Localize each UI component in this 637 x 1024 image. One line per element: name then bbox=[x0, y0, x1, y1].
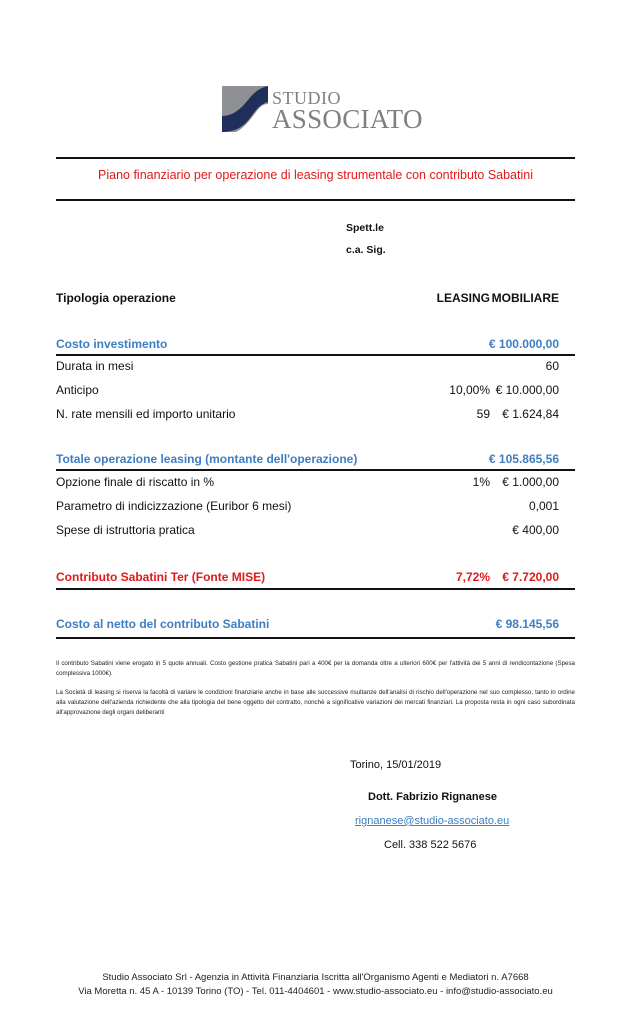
row-col2: € 400,00 bbox=[512, 523, 559, 537]
row-col2: € 98.145,56 bbox=[495, 617, 559, 631]
logo-mark-icon bbox=[222, 86, 268, 132]
row-col2: € 105.865,56 bbox=[488, 452, 559, 466]
row-label: Anticipo bbox=[56, 383, 99, 397]
section-rule bbox=[56, 637, 575, 639]
row-label: Totale operazione leasing (montante dell'operazione) bbox=[56, 452, 358, 466]
note-sabatini: Il contributo Sabatini viene erogato in 5 quote annuali. Costo gestione pratica Sabatini pari a 400€ per la domanda oltre a ulteriori 600€ per l'attività dei 5 anni di rendicontazione (Spesa complessiva 1000€). bbox=[56, 660, 575, 677]
section-rule bbox=[56, 469, 575, 471]
header-label: Tipologia operazione bbox=[56, 291, 176, 305]
company-logo bbox=[222, 86, 423, 136]
row-col2: € 100.000,00 bbox=[488, 337, 559, 351]
recipient-line-1: Spett.le bbox=[346, 222, 384, 234]
table-header bbox=[56, 291, 575, 311]
row-col2: € 7.720,00 bbox=[502, 570, 559, 584]
row-label: Costo investimento bbox=[56, 337, 168, 351]
table-row bbox=[56, 523, 575, 543]
row-label: Durata in mesi bbox=[56, 359, 134, 373]
row-col1: 7,72% bbox=[455, 570, 490, 584]
row-col1: 59 bbox=[476, 407, 490, 421]
row-label: N. rate mensili ed importo unitario bbox=[56, 407, 236, 421]
row-col1: 10,00% bbox=[449, 383, 490, 397]
table-row bbox=[56, 499, 575, 519]
footer-line-1: Studio Associato Srl - Agenzia in Attività Finanziaria Iscritta all'Organismo Agenti e Mediatori n. A7668 bbox=[102, 972, 529, 983]
header-col-mobiliare: MOBILIARE bbox=[491, 291, 559, 305]
phone-number: Cell. 338 522 5676 bbox=[384, 839, 477, 851]
row-col2: € 1.000,00 bbox=[502, 475, 559, 489]
header-col-leasing: LEASING bbox=[436, 291, 490, 305]
table-row bbox=[56, 617, 575, 637]
row-label: Opzione finale di riscatto in % bbox=[56, 475, 215, 489]
section-rule bbox=[56, 354, 575, 356]
table-row bbox=[56, 383, 575, 403]
title-top-rule bbox=[56, 157, 575, 159]
row-label: Parametro di indicizzazione (Euribor 6 mesi) bbox=[56, 499, 292, 513]
recipient-line-2: c.a. Sig. bbox=[346, 244, 386, 256]
row-label: Contributo Sabatini Ter (Fonte MISE) bbox=[56, 570, 266, 584]
table-row bbox=[56, 475, 575, 495]
signatory-name: Dott. Fabrizio Rignanese bbox=[368, 791, 497, 803]
row-col2: 60 bbox=[545, 359, 559, 373]
document-title: Piano finanziario per operazione di leasing strumentale con contributo Sabatini bbox=[98, 168, 533, 182]
row-label: Costo al netto del contributo Sabatini bbox=[56, 617, 270, 631]
table-row bbox=[56, 570, 575, 590]
row-col2: € 1.624,84 bbox=[502, 407, 559, 421]
row-label: Spese di istruttoria pratica bbox=[56, 523, 195, 537]
table-row bbox=[56, 359, 575, 379]
note-disclaimer: La Società di leasing si riserva la facoltà di variare le condizioni finanziarie anche in base alle successive risultanze dell'analisi di rischio dell'operazione nel suo complesso, tanto in ordine alla valutazione dell'azienda richiedente che alla tipologia del bene oggetto del contratto, nonchè a significative variazioni dei mercati finanziari. La proposta resta in ogni caso subordinata all'approvazione degli organi deliberanti bbox=[56, 689, 575, 716]
page-footer bbox=[56, 971, 575, 999]
title-bottom-rule bbox=[56, 199, 575, 201]
row-col1: 1% bbox=[472, 475, 490, 489]
row-col2: € 10.000,00 bbox=[495, 383, 559, 397]
footer-line-2: Via Moretta n. 45 A - 10139 Torino (TO) - Tel. 011-4404601 - www.studio-associato.eu - info@studio-associato.eu bbox=[78, 986, 553, 997]
section-rule bbox=[56, 588, 575, 590]
place-date: Torino, 15/01/2019 bbox=[350, 759, 442, 771]
email-link[interactable]: rignanese@studio-associato.eu bbox=[355, 815, 510, 827]
logo-text-studio: STUDIO bbox=[272, 88, 341, 108]
table-row bbox=[56, 407, 575, 427]
logo-text-associato: ASSOCIATO bbox=[272, 104, 423, 134]
row-col2: 0,001 bbox=[528, 499, 559, 513]
